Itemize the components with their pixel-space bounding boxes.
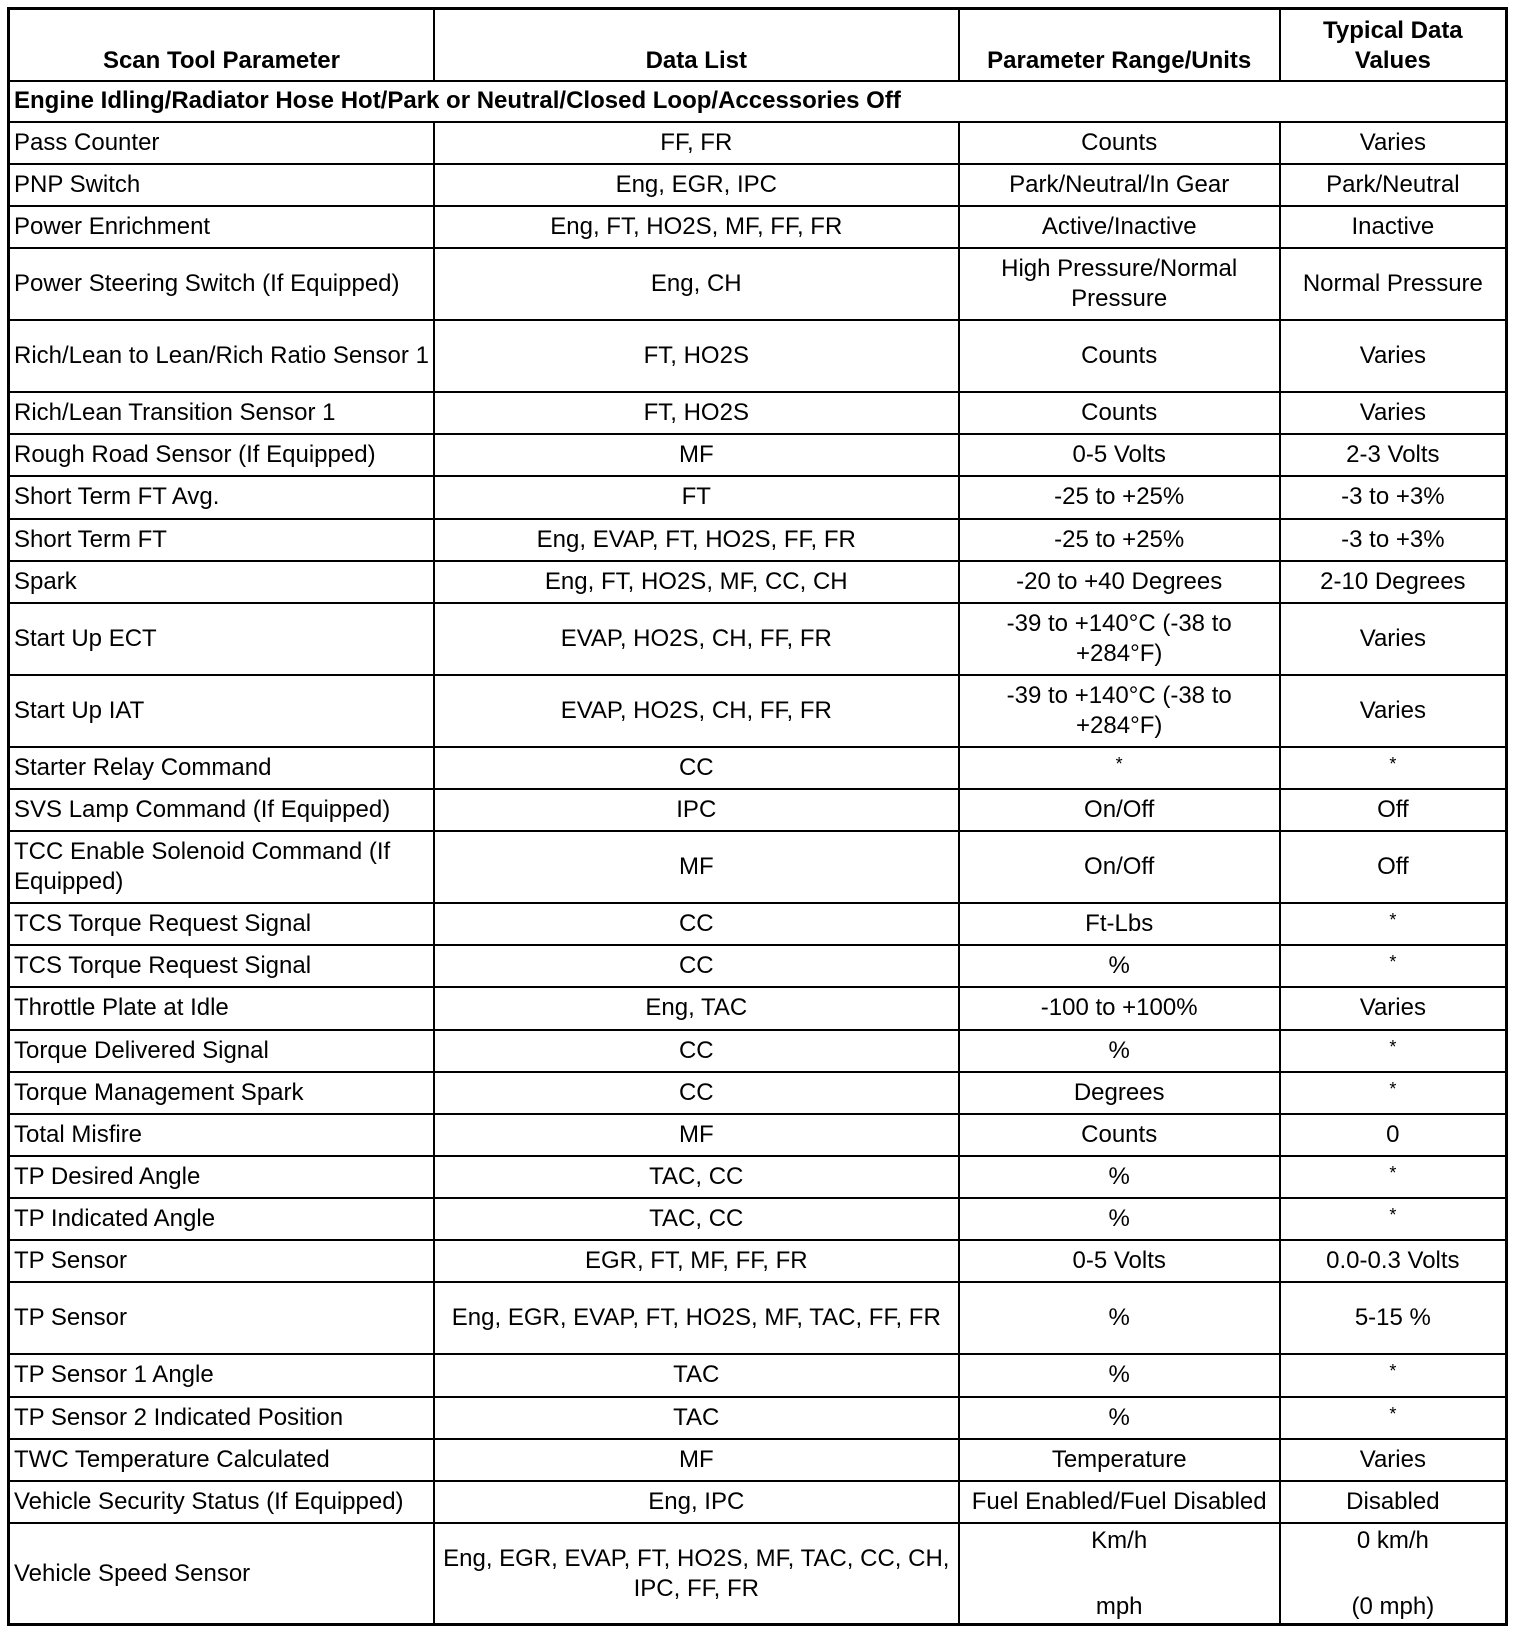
row-param-cell xyxy=(9,945,434,987)
cell-text: -3 to +3% xyxy=(1341,525,1445,553)
table-row xyxy=(9,1354,1507,1396)
cell-text: Normal Pressure xyxy=(1302,270,1483,298)
row-param-cell xyxy=(9,1114,434,1156)
row-data-list-cell xyxy=(434,519,959,561)
scan-tool-data-table xyxy=(7,7,1508,1626)
section-title: Engine Idling/Radiator Hose Hot/Park or Neutral/Closed Loop/Accessories Off xyxy=(9,81,1507,122)
row-data-list-cell xyxy=(434,1030,959,1072)
cell-text: High Pressure/Normal Pressure xyxy=(1001,255,1238,313)
cell-text: Rich/Lean Transition Sensor 1 xyxy=(14,399,336,427)
table-row xyxy=(9,122,1507,164)
cell-text: PNP Switch xyxy=(14,170,141,198)
cell-text: FT, HO2S xyxy=(643,342,749,370)
cell-text: * xyxy=(1389,1205,1397,1226)
row-typical-cell xyxy=(1280,122,1507,164)
row-param-cell xyxy=(9,1439,434,1481)
table-row xyxy=(9,1114,1507,1156)
row-param-cell xyxy=(9,1523,434,1624)
row-data-list-cell xyxy=(434,1072,959,1114)
cell-text: Counts xyxy=(1081,1120,1158,1148)
cell-text: Off xyxy=(1377,853,1409,881)
row-param-cell xyxy=(9,987,434,1029)
row-param-cell xyxy=(9,1198,434,1240)
cell-text: 0.0-0.3 Volts xyxy=(1326,1247,1460,1275)
table-row xyxy=(9,603,1507,675)
row-typical-cell xyxy=(1280,603,1507,675)
cell-text: * xyxy=(1389,1036,1397,1057)
cell-text: Rich/Lean to Lean/Rich Ratio Sensor 1 xyxy=(14,342,429,370)
row-param-cell xyxy=(9,675,434,747)
cell-text: Park/Neutral xyxy=(1326,170,1460,198)
row-range-cell xyxy=(959,434,1280,476)
cell-text: 2-3 Volts xyxy=(1346,441,1440,469)
row-data-list-cell xyxy=(434,1240,959,1282)
cell-text: 0-5 Volts xyxy=(1072,1247,1166,1275)
row-param-cell xyxy=(9,1030,434,1072)
row-range-cell xyxy=(959,1240,1280,1282)
table-row xyxy=(9,789,1507,831)
cell-text: FT, HO2S xyxy=(643,399,749,427)
row-param-cell xyxy=(9,1282,434,1354)
row-data-list-cell xyxy=(434,1282,959,1354)
cell-text: % xyxy=(1108,1403,1130,1431)
cell-text: MF xyxy=(678,1445,714,1473)
row-param-cell xyxy=(9,248,434,320)
cell-text: -25 to +25% xyxy=(1054,483,1185,511)
cell-text: EGR, FT, MF, FF, FR xyxy=(584,1247,808,1275)
row-range-cell xyxy=(959,122,1280,164)
cell-text: TP Sensor xyxy=(14,1304,127,1332)
table-row xyxy=(9,1397,1507,1439)
cell-text: Varies xyxy=(1359,696,1426,724)
row-data-list-cell xyxy=(434,122,959,164)
table-row xyxy=(9,434,1507,476)
row-data-list-cell xyxy=(434,831,959,903)
row-data-list-cell xyxy=(434,789,959,831)
row-data-list-cell xyxy=(434,164,959,206)
cell-text: Ft-Lbs xyxy=(1085,910,1154,938)
row-range-cell xyxy=(959,987,1280,1029)
cell-text: TP Sensor 2 Indicated Position xyxy=(14,1403,344,1431)
row-typical-cell xyxy=(1280,1439,1507,1481)
row-range-cell xyxy=(959,1072,1280,1114)
cell-text: TP Sensor 1 Angle xyxy=(14,1361,214,1389)
row-range-cell xyxy=(959,789,1280,831)
row-range-cell xyxy=(959,945,1280,987)
table-row xyxy=(9,1481,1507,1523)
cell-text: -39 to +140°C (-38 to +284°F) xyxy=(1006,609,1232,667)
row-range-cell xyxy=(959,1198,1280,1240)
row-param-cell xyxy=(9,1240,434,1282)
row-data-list-cell xyxy=(434,248,959,320)
cell-text: * xyxy=(1389,1403,1397,1424)
table-row xyxy=(9,831,1507,903)
row-data-list-cell xyxy=(434,747,959,789)
row-typical-cell xyxy=(1280,1397,1507,1439)
cell-text: Spark xyxy=(14,567,77,595)
cell-text: EVAP, HO2S, CH, FF, FR xyxy=(560,624,832,652)
row-range-cell xyxy=(959,248,1280,320)
row-param-cell xyxy=(9,1397,434,1439)
cell-text: % xyxy=(1108,1304,1130,1332)
row-param-cell xyxy=(9,164,434,206)
cell-text: Disabled xyxy=(1346,1487,1440,1515)
row-data-list-cell xyxy=(434,1156,959,1198)
cell-text: Counts xyxy=(1081,399,1158,427)
row-typical-cell xyxy=(1280,747,1507,789)
row-param-cell xyxy=(9,1072,434,1114)
row-param-cell xyxy=(9,789,434,831)
cell-text: 0 xyxy=(1386,1120,1400,1148)
row-range-cell xyxy=(959,320,1280,392)
cell-text: 0-5 Volts xyxy=(1072,441,1166,469)
row-data-list-cell xyxy=(434,603,959,675)
row-param-cell xyxy=(9,320,434,392)
row-typical-cell xyxy=(1280,164,1507,206)
table-row xyxy=(9,164,1507,206)
cell-text: % xyxy=(1108,1361,1130,1389)
cell-text: Eng, CH xyxy=(650,270,742,298)
row-param-cell xyxy=(9,206,434,248)
cell-text: Rough Road Sensor (If Equipped) xyxy=(14,441,376,469)
cell-text: TCC Enable Solenoid Command (If Equipped) xyxy=(14,838,391,896)
cell-text: Short Term FT Avg. xyxy=(14,483,220,511)
table-row-vehicle-speed xyxy=(9,1523,1507,1624)
cell-text: CC xyxy=(678,1036,714,1064)
row-range-cell xyxy=(959,1156,1280,1198)
cell-text: TAC, CC xyxy=(649,1205,744,1233)
cell-text: Degrees xyxy=(1073,1078,1165,1106)
row-param-cell xyxy=(9,519,434,561)
header-data-list: Data List xyxy=(434,9,959,81)
cell-text: On/Off xyxy=(1084,853,1155,881)
row-param-cell xyxy=(9,747,434,789)
table-row xyxy=(9,206,1507,248)
row-range-cell xyxy=(959,561,1280,603)
cell-text: Eng, EGR, EVAP, FT, HO2S, MF, TAC, FF, FR xyxy=(451,1304,941,1332)
cell-text: Park/Neutral/In Gear xyxy=(1009,170,1230,198)
table-row xyxy=(9,1282,1507,1354)
row-typical-cell xyxy=(1280,1354,1507,1396)
cell-text: Varies xyxy=(1359,399,1426,427)
cell-text: * xyxy=(1389,753,1397,774)
range-kmh: Km/h xyxy=(1091,1526,1148,1554)
cell-text: MF xyxy=(678,853,714,881)
cell-text: MF xyxy=(678,441,714,469)
row-range-cell xyxy=(959,1030,1280,1072)
cell-text: Varies xyxy=(1359,624,1426,652)
table-row xyxy=(9,1030,1507,1072)
row-param-cell xyxy=(9,1354,434,1396)
typical-mph: (0 mph) xyxy=(1351,1592,1435,1620)
cell-text: Eng, TAC xyxy=(645,994,748,1022)
cell-text: Pass Counter xyxy=(14,128,160,156)
row-typical-cell xyxy=(1280,519,1507,561)
row-param-cell xyxy=(9,903,434,945)
cell-text: Eng, FT, HO2S, MF, FF, FR xyxy=(550,213,843,241)
table-row xyxy=(9,747,1507,789)
row-range-cell xyxy=(959,519,1280,561)
row-typical-cell xyxy=(1280,476,1507,518)
row-typical-cell xyxy=(1280,1030,1507,1072)
row-typical-cell xyxy=(1280,392,1507,434)
row-typical-cell xyxy=(1280,1198,1507,1240)
row-typical-cell xyxy=(1280,1114,1507,1156)
cell-text: SVS Lamp Command (If Equipped) xyxy=(14,795,391,823)
table-row xyxy=(9,476,1507,518)
cell-text: Power Steering Switch (If Equipped) xyxy=(14,270,400,298)
row-param-cell xyxy=(9,392,434,434)
row-range-cell xyxy=(959,392,1280,434)
table-row xyxy=(9,945,1507,987)
cell-text: Active/Inactive xyxy=(1041,213,1197,241)
row-range-cell xyxy=(959,1481,1280,1523)
row-range-cell xyxy=(959,1439,1280,1481)
cell-text: Varies xyxy=(1359,342,1426,370)
cell-text: -39 to +140°C (-38 to +284°F) xyxy=(1006,681,1232,739)
cell-text: Varies xyxy=(1359,128,1426,156)
cell-text: % xyxy=(1108,952,1130,980)
cell-text: -25 to +25% xyxy=(1054,525,1185,553)
cell-text: Torque Management Spark xyxy=(14,1078,304,1106)
range-mph: mph xyxy=(1095,1592,1143,1620)
row-data-list-cell xyxy=(434,476,959,518)
row-param-cell xyxy=(9,434,434,476)
cell-text: Temperature xyxy=(1051,1445,1187,1473)
cell-text: FT xyxy=(681,483,711,511)
row-param-cell xyxy=(9,1156,434,1198)
cell-text: Total Misfire xyxy=(14,1120,143,1148)
cell-text: 5-15 % xyxy=(1354,1304,1431,1332)
table-row xyxy=(9,1240,1507,1282)
row-param-cell xyxy=(9,831,434,903)
cell-text: TCS Torque Request Signal xyxy=(14,910,312,938)
table-row xyxy=(9,675,1507,747)
cell-text: CC xyxy=(678,1078,714,1106)
cell-text: Throttle Plate at Idle xyxy=(14,994,229,1022)
cell-text: Off xyxy=(1377,795,1409,823)
row-range-cell xyxy=(959,1523,1280,1624)
row-data-list-cell xyxy=(434,1439,959,1481)
table-row xyxy=(9,987,1507,1029)
row-typical-cell xyxy=(1280,248,1507,320)
cell-text: CC xyxy=(678,753,714,781)
row-data-list-cell xyxy=(434,945,959,987)
cell-text: Fuel Enabled/Fuel Disabled xyxy=(971,1487,1267,1515)
row-param-cell xyxy=(9,603,434,675)
cell-text: -20 to +40 Degrees xyxy=(1016,567,1223,595)
cell-text: Eng, EGR, EVAP, FT, HO2S, MF, TAC, CC, CH, IPC, FF, FR xyxy=(443,1544,950,1602)
row-typical-cell xyxy=(1280,1282,1507,1354)
table-row xyxy=(9,392,1507,434)
cell-text: % xyxy=(1108,1036,1130,1064)
table-row xyxy=(9,561,1507,603)
row-data-list-cell xyxy=(434,434,959,476)
cell-text: * xyxy=(1389,1078,1397,1099)
row-typical-cell xyxy=(1280,987,1507,1029)
row-typical-cell xyxy=(1280,561,1507,603)
table-row xyxy=(9,1072,1507,1114)
row-data-list-cell xyxy=(434,392,959,434)
header-range: Parameter Range/Units xyxy=(959,9,1280,81)
row-data-list-cell xyxy=(434,1523,959,1624)
table-row xyxy=(9,1439,1507,1481)
row-typical-cell xyxy=(1280,789,1507,831)
cell-text: % xyxy=(1108,1205,1130,1233)
row-typical-cell xyxy=(1280,831,1507,903)
cell-text: Start Up IAT xyxy=(14,696,145,724)
cell-text: Vehicle Speed Sensor xyxy=(14,1559,251,1587)
cell-text: Varies xyxy=(1359,1445,1426,1473)
row-param-cell xyxy=(9,122,434,164)
header-param: Scan Tool Parameter xyxy=(9,9,434,81)
cell-text: Starter Relay Command xyxy=(14,753,272,781)
row-range-cell xyxy=(959,1114,1280,1156)
cell-text: * xyxy=(1389,952,1397,973)
row-range-cell xyxy=(959,747,1280,789)
row-range-cell xyxy=(959,164,1280,206)
cell-text: TAC xyxy=(673,1361,720,1389)
row-range-cell xyxy=(959,1354,1280,1396)
cell-text: * xyxy=(1115,753,1123,774)
cell-text: TCS Torque Request Signal xyxy=(14,952,312,980)
row-data-list-cell xyxy=(434,903,959,945)
row-typical-cell xyxy=(1280,434,1507,476)
row-typical-cell xyxy=(1280,1523,1507,1624)
row-param-cell xyxy=(9,1481,434,1523)
row-range-cell xyxy=(959,1397,1280,1439)
row-data-list-cell xyxy=(434,1354,959,1396)
row-typical-cell xyxy=(1280,1240,1507,1282)
row-typical-cell xyxy=(1280,1156,1507,1198)
cell-text: FF, FR xyxy=(660,128,733,156)
row-typical-cell xyxy=(1280,903,1507,945)
cell-text: Inactive xyxy=(1351,213,1435,241)
cell-text: Power Enrichment xyxy=(14,213,211,241)
cell-text: TP Sensor xyxy=(14,1247,127,1275)
cell-text: Eng, EGR, IPC xyxy=(615,170,777,198)
cell-text: TAC, CC xyxy=(649,1163,744,1191)
cell-text: Counts xyxy=(1081,342,1158,370)
cell-text: * xyxy=(1389,1361,1397,1382)
table-row xyxy=(9,1198,1507,1240)
row-range-cell xyxy=(959,831,1280,903)
cell-text: IPC xyxy=(676,795,717,823)
cell-text: Eng, FT, HO2S, MF, CC, CH xyxy=(544,567,848,595)
cell-text: MF xyxy=(678,1120,714,1148)
cell-text: TAC xyxy=(673,1403,720,1431)
typical-kmh: 0 km/h xyxy=(1356,1526,1429,1554)
row-range-cell xyxy=(959,603,1280,675)
row-param-cell xyxy=(9,476,434,518)
row-typical-cell xyxy=(1280,320,1507,392)
row-typical-cell xyxy=(1280,945,1507,987)
cell-text: CC xyxy=(678,910,714,938)
cell-text: * xyxy=(1389,910,1397,931)
section-row xyxy=(9,81,1507,122)
cell-text: -100 to +100% xyxy=(1040,994,1198,1022)
cell-text: % xyxy=(1108,1163,1130,1191)
row-range-cell xyxy=(959,206,1280,248)
cell-text: Torque Delivered Signal xyxy=(14,1036,269,1064)
row-data-list-cell xyxy=(434,1397,959,1439)
row-range-cell xyxy=(959,675,1280,747)
cell-text: Eng, EVAP, FT, HO2S, FF, FR xyxy=(536,525,856,553)
table-row xyxy=(9,903,1507,945)
cell-text: Eng, IPC xyxy=(648,1487,745,1515)
cell-text: TWC Temperature Calculated xyxy=(14,1445,330,1473)
cell-text: Counts xyxy=(1081,128,1158,156)
cell-text: Short Term FT xyxy=(14,525,167,553)
cell-text: TP Indicated Angle xyxy=(14,1205,216,1233)
table-row xyxy=(9,248,1507,320)
cell-text: Vehicle Security Status (If Equipped) xyxy=(14,1487,404,1515)
row-data-list-cell xyxy=(434,675,959,747)
row-data-list-cell xyxy=(434,320,959,392)
row-data-list-cell xyxy=(434,561,959,603)
cell-text: Start Up ECT xyxy=(14,624,157,652)
header-typical: Typical Data Values xyxy=(1280,9,1507,81)
row-param-cell xyxy=(9,561,434,603)
cell-text: 2-10 Degrees xyxy=(1320,567,1466,595)
row-typical-cell xyxy=(1280,1072,1507,1114)
row-data-list-cell xyxy=(434,1481,959,1523)
table-row xyxy=(9,1156,1507,1198)
cell-text: TP Desired Angle xyxy=(14,1163,201,1191)
cell-text: Varies xyxy=(1359,994,1426,1022)
row-range-cell xyxy=(959,903,1280,945)
row-typical-cell xyxy=(1280,675,1507,747)
table-row xyxy=(9,519,1507,561)
row-data-list-cell xyxy=(434,987,959,1029)
cell-text: EVAP, HO2S, CH, FF, FR xyxy=(560,696,832,724)
row-typical-cell xyxy=(1280,206,1507,248)
row-data-list-cell xyxy=(434,1198,959,1240)
cell-text: * xyxy=(1389,1163,1397,1184)
cell-text: -3 to +3% xyxy=(1341,483,1445,511)
table-row xyxy=(9,320,1507,392)
header-row xyxy=(9,9,1507,81)
row-data-list-cell xyxy=(434,206,959,248)
row-range-cell xyxy=(959,476,1280,518)
row-typical-cell xyxy=(1280,1481,1507,1523)
cell-text: CC xyxy=(678,952,714,980)
row-data-list-cell xyxy=(434,1114,959,1156)
cell-text: On/Off xyxy=(1084,795,1155,823)
row-range-cell xyxy=(959,1282,1280,1354)
